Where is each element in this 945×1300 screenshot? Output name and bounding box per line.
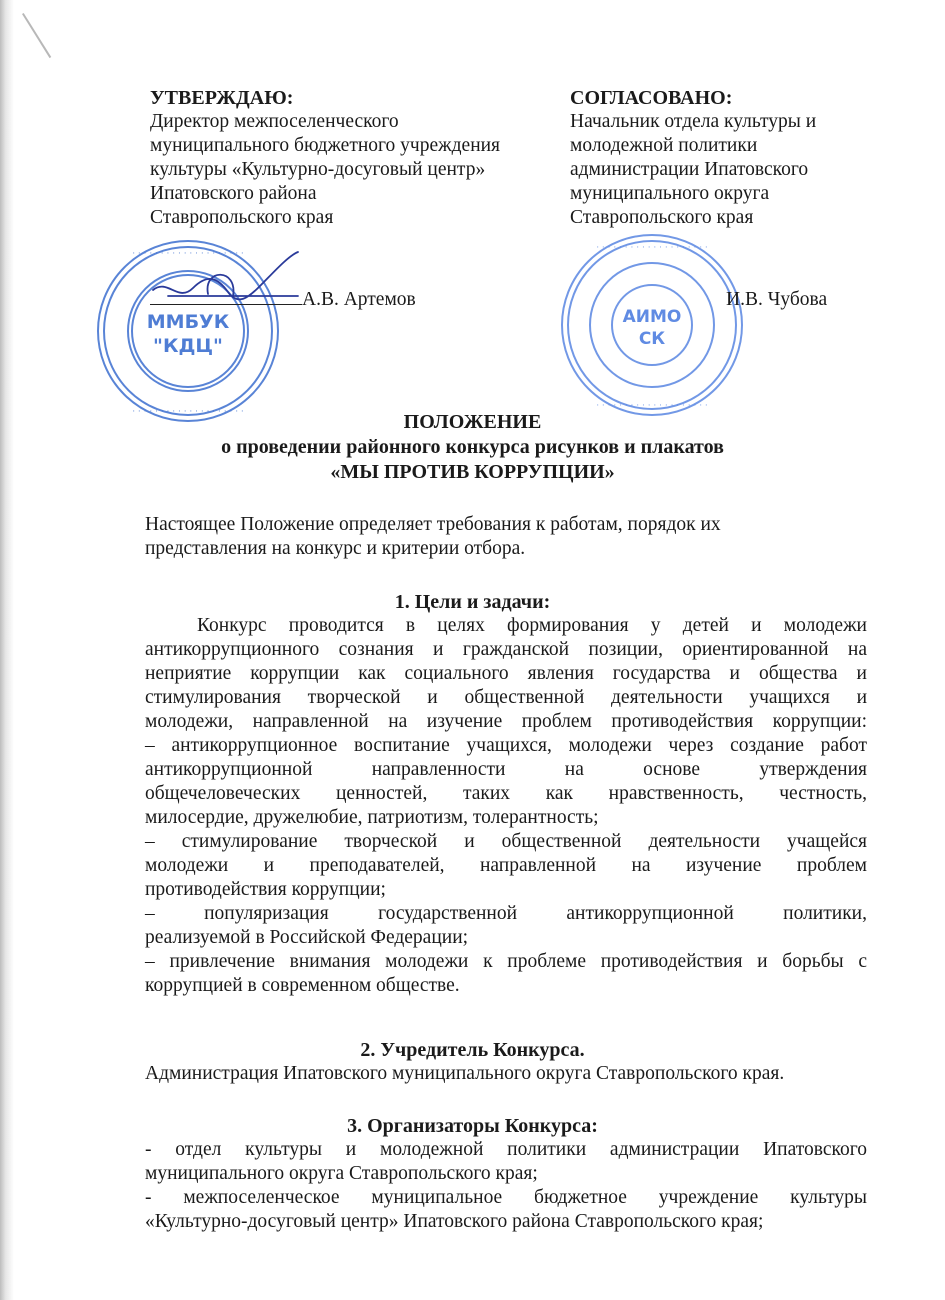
scan-edge-shadow — [0, 0, 14, 1300]
approval-line: культуры «Культурно-досуговый центр» — [150, 159, 486, 180]
text-line: муниципального округа Ставропольского края; — [145, 1163, 538, 1184]
seal-left-line: ММБУК — [146, 311, 230, 333]
text-line: молодежи и преподавателей, направленной на изучение проблем — [145, 855, 867, 876]
agreement-line: молодежной политики — [570, 135, 758, 156]
text-line: стимулирования творческой и общественной деятельности учащихся и — [145, 687, 867, 708]
intro-paragraph — [145, 513, 867, 561]
document-title: ПОЛОЖЕНИЕ — [403, 411, 542, 433]
agreement-line: муниципального округа — [570, 183, 770, 204]
approval-line: Директор межпоселенческого — [150, 111, 399, 132]
section-2-body — [145, 1062, 867, 1086]
scan-scratch — [22, 13, 51, 58]
approval-line: Ипатовского района — [150, 183, 317, 204]
svg-text:· · · · · · · · · · · · · · ·: · · · · · · · · · · · · · · · · · · · · — [132, 407, 244, 417]
section-3-heading: 3. Организаторы Конкурса: — [347, 1115, 598, 1137]
agreement-line: администрации Ипатовского — [570, 159, 809, 180]
signer-left: А.В. Артемов — [302, 289, 416, 310]
agreement-heading: СОГЛАСОВАНО: — [570, 87, 733, 109]
text-line: милосердие, дружелюбие, патриотизм, толерантность; — [145, 807, 599, 828]
text-line: антикоррупционной направленности на основе утверждения — [145, 759, 867, 780]
svg-text:· · · · · · · · · · · · · · ·: · · · · · · · · · · · · · · · · · · · · — [596, 243, 708, 253]
contest-name: «МЫ ПРОТИВ КОРРУПЦИИ» — [330, 461, 615, 483]
text-line: молодежи, направленной на изучение проблем противодействия коррупции: — [145, 711, 867, 732]
approval-heading: УТВЕРЖДАЮ: — [150, 87, 294, 109]
seal-left-line: "КДЦ" — [153, 335, 223, 357]
signer-right: И.В. Чубова — [726, 289, 828, 310]
seal-right-line: СК — [638, 329, 666, 349]
svg-text:· · · · · · · · · · · · · · ·: · · · · · · · · · · · · · · · · · · · · — [132, 249, 244, 259]
text-line: представления на конкурс и критерии отбора. — [145, 538, 526, 559]
text-line: реализуемой в Российской Федерации; — [145, 927, 469, 948]
text-line: противодействия коррупции; — [145, 879, 386, 900]
section-2-heading: 2. Учредитель Конкурса. — [360, 1039, 585, 1061]
text-line: – стимулирование творческой и общественной деятельности учащейся — [145, 831, 867, 852]
agreement-line: Ставропольского края — [570, 207, 754, 228]
text-line: Конкурс проводится в целях формирования у детей и молодежи — [197, 615, 867, 636]
document-subtitle: о проведении районного конкурса рисунков и плакатов — [221, 436, 724, 458]
text-line: - межпоселенческое муниципальное бюджетное учреждение культуры — [145, 1187, 867, 1208]
agreement-line: Начальник отдела культуры и — [570, 111, 817, 132]
signature-line-left — [150, 288, 416, 312]
text-line: – привлечение внимания молодежи к проблеме противодействия и борьбы с — [145, 951, 867, 972]
text-line: – популяризация государственной антикоррупционной политики, — [145, 903, 867, 924]
organization-seal-right — [557, 230, 747, 420]
approval-line: муниципального бюджетного учреждения — [150, 135, 501, 156]
approval-line: Ставропольского края — [150, 207, 334, 228]
approval-block — [150, 86, 500, 230]
text-line: Администрация Ипатовского муниципального округа Ставропольского края. — [145, 1063, 785, 1084]
text-line: – антикоррупционное воспитание учащихся, молодежи через создание работ — [145, 735, 867, 756]
agreement-block — [570, 86, 816, 230]
seal-right-line: АИМО — [622, 307, 682, 327]
section-1-body — [145, 614, 867, 998]
text-line: Настоящее Положение определяет требования к работам, порядок их — [145, 514, 721, 535]
svg-text:· · · · · · · · · · · · · · ·: · · · · · · · · · · · · · · · · · · · · — [596, 401, 708, 411]
section-3-body — [145, 1138, 867, 1234]
text-line: - отдел культуры и молодежной политики администрации Ипатовского — [145, 1139, 867, 1160]
text-line: коррупцией в современном обществе. — [145, 975, 460, 996]
text-line: неприятие коррупции как социального явления государства и общества и — [145, 663, 867, 684]
section-1-heading: 1. Цели и задачи: — [394, 591, 551, 613]
text-line: антикоррупционного сознания и гражданской позиции, ориентированной на — [145, 639, 867, 660]
text-line: «Культурно-досуговый центр» Ипатовского района Ставропольского края; — [145, 1211, 764, 1232]
text-line: общечеловеческих ценностей, таких как нравственность, честность, — [145, 783, 867, 804]
